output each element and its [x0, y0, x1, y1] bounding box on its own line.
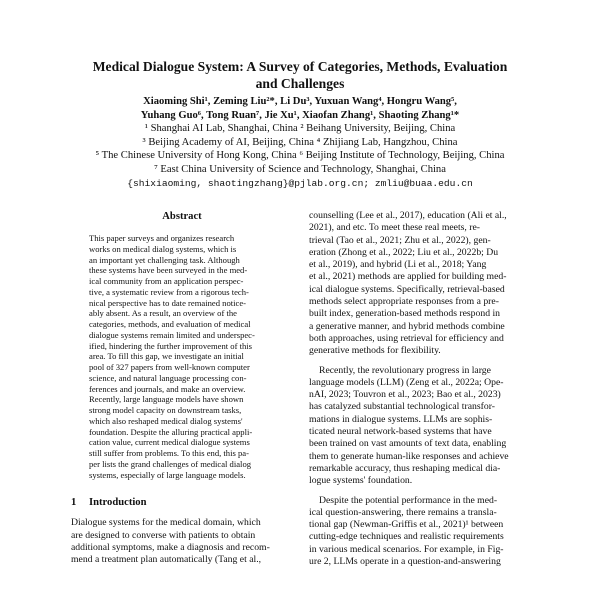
abstract-line: ferences and journals, and make an overview.: [89, 383, 246, 394]
abstract-line: works on medical dialog systems, which is: [89, 243, 237, 254]
body-text-line: in various medical scenarios. For example, in Fig-: [309, 543, 504, 555]
author-emails: {shixiaoming, shaotingzhang}@pjlab.org.cn; zmliu@buaa.edu.cn: [127, 177, 473, 189]
body-text-line: remarkable accuracy, thus reshaping medical dia-: [309, 462, 501, 474]
body-text-line: 2021), and etc. To meet these real meets, re-: [309, 222, 481, 234]
left-column: [71, 210, 293, 566]
introduction-heading: [71, 496, 293, 509]
body-text-line: et al., 2019), and hybrid (Li et al., 2018; Yang: [309, 259, 487, 271]
title-line-2: and Challenges: [255, 76, 345, 91]
body-text-line: language models (LLM) (Zeng et al., 2022a; Ope-: [309, 376, 504, 388]
body-text-line: ure 2, LLMs operate in a question-and-answering: [309, 556, 501, 568]
body-text-line: ical question-answering, there remains a transla-: [309, 506, 497, 518]
abstract-line: an important yet challenging task. Although: [89, 254, 240, 265]
author-block: [40, 95, 560, 190]
paragraph-gap: [309, 488, 531, 495]
body-text-line: Recently, the revolutionary progress in large: [319, 364, 491, 376]
body-text-line: tional gap (Newman-Griffis et al., 2021)¹ between: [309, 519, 504, 531]
abstract-line: This paper surveys and organizes research: [89, 233, 235, 243]
right-paragraph-3: [309, 495, 531, 569]
body-text-line: are designed to converse with patients to obtain: [71, 529, 256, 541]
body-text-line: been trained on vast amounts of text data, enabling: [309, 438, 507, 450]
section-number: 1: [71, 497, 77, 509]
abstract-line: foundation. Despite the alluring practical appli-: [89, 426, 253, 437]
abstract-line: science, and natural language processing con-: [89, 372, 247, 383]
body-text-line: counselling (Lee et al., 2017), education (Ali et al.,: [309, 210, 507, 221]
body-text-line: ical dialogue systems. Specifically, retrieval-based: [309, 283, 505, 295]
abstract-line: area. To fill this gap, we investigate an initial: [89, 351, 244, 362]
abstract-line: cation value, current medical dialogue systems: [89, 437, 250, 448]
abstract-line: categories, methods, and evaluation of medical: [89, 319, 251, 329]
body-text-line: a generative manner, and hybrid methods combine: [309, 320, 505, 332]
affiliation-line-4: ⁷ East China University of Science and Technology, Shanghai, China: [154, 163, 446, 175]
body-text-line: them to generate human-like responses and achieve: [309, 450, 509, 462]
abstract-line: systems, especially of large language models.: [89, 469, 246, 480]
body-text-line: built index, generation-based methods respond in: [309, 308, 501, 320]
abstract-line: nical perspective has to date remained notice-: [89, 297, 247, 308]
abstract-line: ified, hindering the further improvement of this: [89, 340, 253, 351]
abstract-heading: Abstract: [162, 211, 202, 222]
abstract-line: dialogue systems remain limited and underspec-: [89, 329, 255, 340]
right-paragraph-2: [309, 365, 531, 488]
body-text-line: logue systems' foundation.: [309, 475, 413, 487]
right-column: [309, 210, 531, 568]
affiliation-line-2: ³ Beijing Academy of AI, Beijing, China ⁴ Zhijiang Lab, Hangzhou, China: [142, 136, 458, 148]
body-text-line: both approaches, using retrieval for efficiency and: [309, 332, 504, 344]
body-text-line: eration (Zhong et al., 2022; Liu et al., 2022b; Du: [309, 246, 499, 258]
body-text-line: cutting-edge techniques and realistic requirements: [309, 531, 504, 543]
paper-title: [70, 58, 530, 92]
body-text-line: generative methods for flexibility.: [309, 345, 441, 357]
body-text-line: mations in dialogue systems. LLMs are sophis-: [309, 413, 493, 425]
abstract-line: pool of 327 papers from well-known computer: [89, 362, 250, 372]
abstract-line: these systems have been surveyed in the med-: [89, 265, 248, 276]
body-text-line: mend a treatment plan automatically (Tang et al.,: [71, 554, 262, 566]
introduction-body: [71, 517, 293, 566]
abstract-body: [89, 233, 275, 480]
body-text-line: Despite the potential performance in the med-: [319, 494, 498, 506]
body-text-line: nAI, 2023; Touvron et al., 2023; Bao et al., 2023): [309, 389, 501, 401]
abstract-line: which also reshaped medical dialog systems': [89, 415, 243, 426]
abstract-line: ical community from an application perspec-: [89, 276, 244, 286]
affiliation-line-1: ¹ Shanghai AI Lab, Shanghai, China ² Beihang University, Beijing, China: [144, 123, 456, 135]
affiliation-line-3: ⁵ The Chinese University of Hong Kong, China ⁶ Beijing Institute of Technology, Beijing, China: [95, 150, 505, 162]
section-title: Introduction: [89, 497, 147, 509]
title-line-1: Medical Dialogue System: A Survey of Categories, Methods, Evaluation: [92, 59, 508, 74]
body-text-line: ticated neural network-based systems that have: [309, 426, 492, 438]
abstract-line: Recently, large language models have shown: [89, 394, 244, 405]
body-text-line: methods select appropriate responses from a pre-: [309, 296, 499, 308]
authors-line-1: Xiaoming Shi¹, Zeming Liu²*, Li Du³, Yuxuan Wang⁴, Hongru Wang⁵,: [143, 96, 457, 107]
body-text-line: Dialogue systems for the medical domain, which: [71, 517, 261, 529]
body-text-line: et al., 2021) methods are applied for building med-: [309, 271, 507, 283]
abstract-line: tive, a systematic review from a rigorous tech-: [89, 286, 249, 297]
body-text-line: trieval (Tao et al., 2021; Zhu et al., 2022), gen-: [309, 234, 491, 246]
abstract-line: per lists the grand challenges of medical dialog: [89, 458, 252, 469]
abstract-line: still suffer from problems. To this end, this pa-: [89, 448, 249, 458]
body-text-line: has catalyzed substantial technological transfor-: [309, 401, 495, 413]
abstract-line: ably absent. As a result, an overview of the: [89, 308, 237, 319]
right-paragraph-1: [309, 210, 531, 358]
authors-line-2: Yuhang Guo⁶, Tong Ruan⁷, Jie Xu¹, Xiaofan Zhang¹, Shaoting Zhang¹*: [140, 109, 460, 121]
paragraph-gap: [309, 358, 531, 365]
abstract-line: strong model capacity on downstream tasks,: [89, 405, 242, 415]
body-text-line: additional symptoms, make a diagnosis and recom-: [71, 541, 270, 553]
